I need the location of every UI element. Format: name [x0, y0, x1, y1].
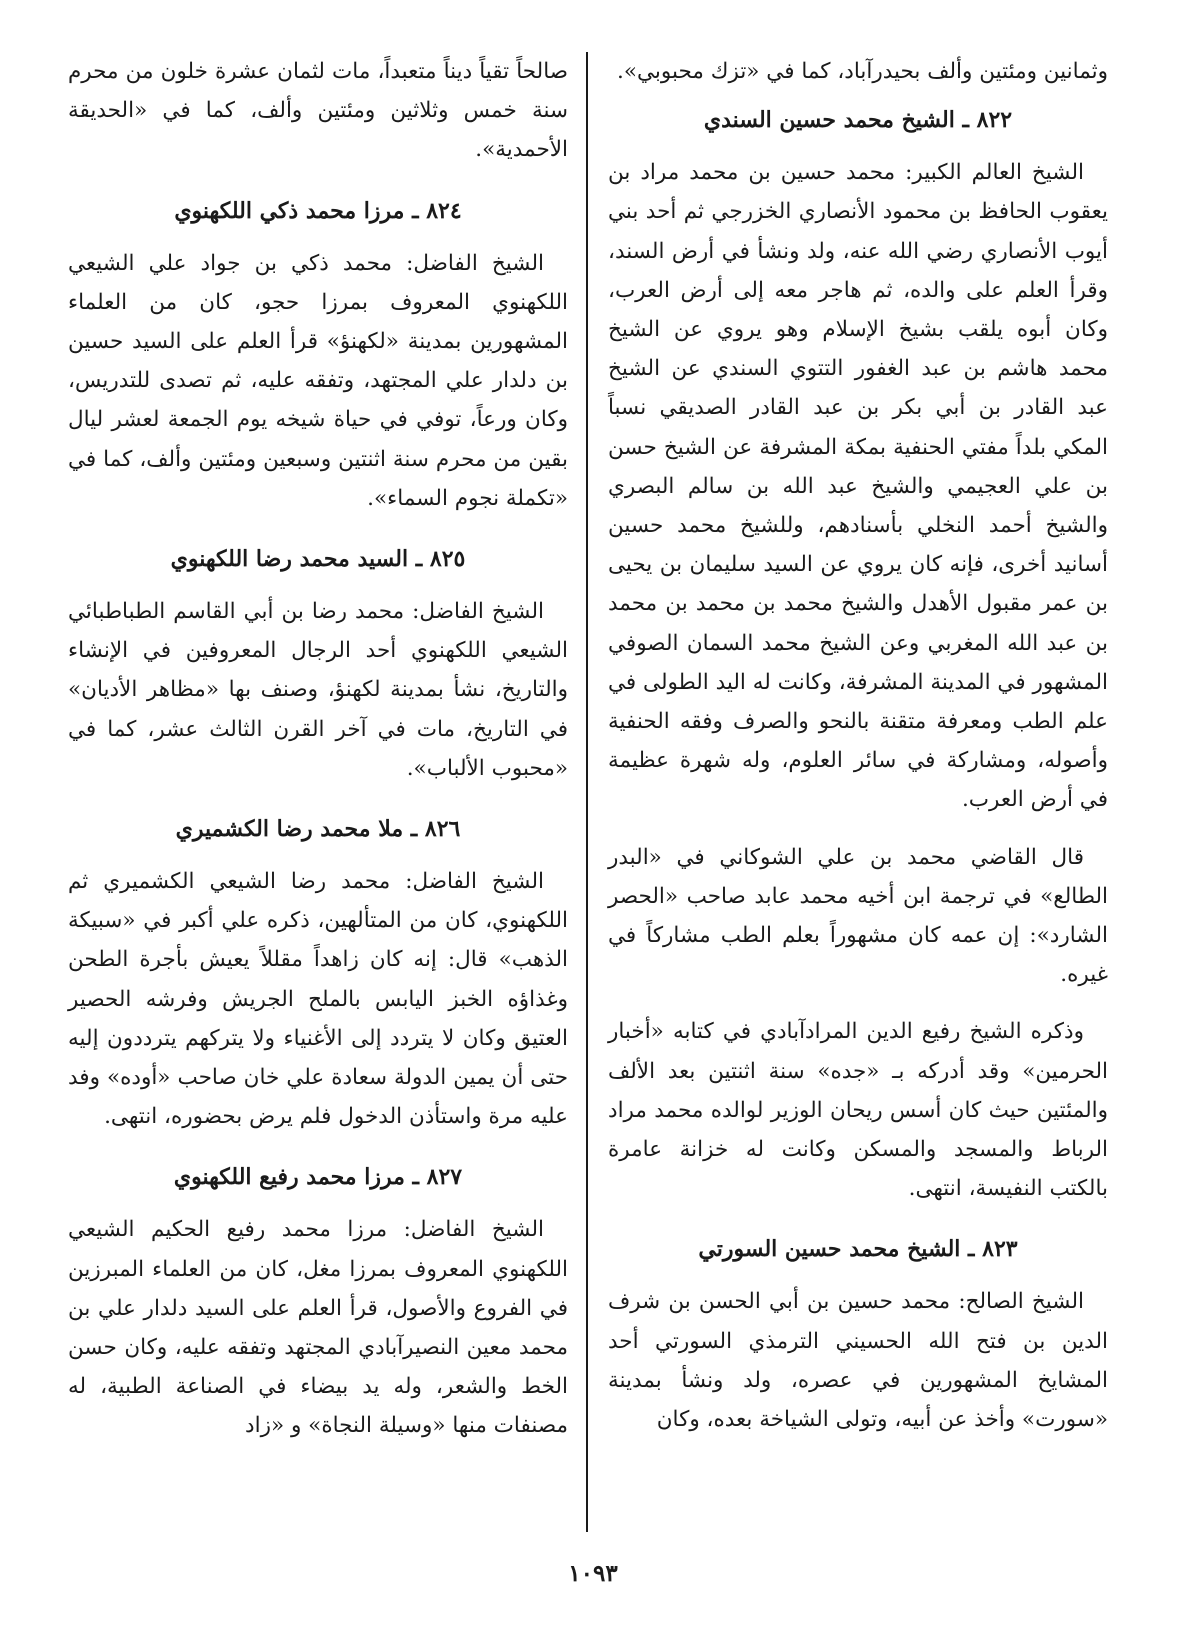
entry-827-paragraph: الشيخ الفاضل: مرزا محمد رفيع الحكيم الشيعي اللكهنوي المعروف بمرزا مغل، كان من العلماء المبرزين في الفروع والأصول، قرأ العلم على السيد دلدار علي بن محمد معين النصيرآبادي المجتهد وتفقه عليه، وكان حسن الخط والشعر، وله يد بيضاء في الصناعة الطبية، له مصنفات منها «وسيلة النجاة» و «زاد [68, 1217, 569, 1439]
entry-826-paragraph: الشيخ الفاضل: محمد رضا الشيعي الكشميري ثم اللكهنوي، كان من المتألهين، ذكره علي أكبر في «سبيكة الذهب» قال: إنه كان زاهداً مقللاً يعيش بأجرة الطحن وغذاؤه الخبز اليابس بالملح الجريش وفرشه الحصير العتيق وكان لا يتردد إلى الأغنياء ولا يتركهم يترددون إليه حتى أن يمين الدولة سعادة علي خان صاحب «أوده» وفد عليه مرة واستأذن الدخول فلم يرض بحضوره، انتهى. [68, 869, 568, 1130]
entry-822-paragraph-1: الشيخ العالم الكبير: محمد حسين بن محمد مراد بن يعقوب الحافظ بن محمود الأنصاري الخزرجي ثم أحد بني أيوب الأنصاري رضي الله عنه، ولد ونشأ في أرض السند، وقرأ العلم على والده، ثم هاجر معه إلى أرض العرب، وكان أبوه يلقب بشيخ الإسلام وهو يروي عن الشيخ محمد هاشم بن عبد الغفور التتوي السندي عن الشيخ عبد القادر بن أبي بكر بن عبد القادر الصديقي نسباً المكي بلداً مفتي الحنفية بمكة المشرفة عن الشيخ حسن بن علي العجيمي والشيخ عبد الله بن سالم البصري والشيخ أحمد النخلي بأسنادهم، وللشيخ محمد حسين أسانيد أخرى، فإنه كان يروي عن السيد سليمان بن يحيى بن عمر مقبول الأهدل والشيخ محمد بن محمد بن محمد بن عبد الله المغربي وعن الشيخ محمد السمان الصوفي المشهور في المدينة المشرفة، وكانت له اليد الطولى في علم الطب ومعرفة متقنة بالنحو والصرف وفقه الحنفية وأصوله، ومشاركة في سائر العلوم، وله شهرة عظيمة في أرض العرب. [608, 160, 1108, 813]
entry-824-paragraph: الشيخ الفاضل: محمد ذكي بن جواد علي الشيعي اللكهنوي المعروف بمرزا حجو، كان من العلماء المشهورين بمدينة «لكهنؤ» قرأ العلم على السيد حسين بن دلدار علي المجتهد، وتفقه عليه، ثم تصدى للتدريس، وكان ورعاً، توفي في حياة شيخه يوم الجمعة لعشر ليال بقين من محرم سنة اثنتين وسبعين ومئتين وألف، كما في «تكملة نجوم السماء». [68, 250, 568, 511]
column-divider [586, 52, 588, 1532]
entry-823-paragraph-1: الشيخ الصالح: محمد حسين بن أبي الحسن بن شرف الدين بن فتح الله الحسيني الترمذي السورتي أحد المشايخ المشهورين في عصره، ولد ونشأ بمدينة «سورت» وأخذ عن أبيه، وتولى الشياخة بعده، وكان [608, 1289, 1108, 1433]
entry-heading-824: ٨٢٤ ـ مرزا محمد ذكي اللكهنوي [174, 197, 462, 224]
entry-822-paragraph-3: وذكره الشيخ رفيع الدين المرادآبادي في كتابه «أخبار الحرمين» وقد أدركه بـ «جده» سنة اثنتين بعد الألف والمئتين حيث كان أسس ريحان الوزير لوالده محمد مراد الرباط والمسجد والمسكن وكانت له خزانة عامرة بالكتب النفيسة، انتهى. [608, 1019, 1108, 1202]
right-column [608, 52, 1108, 1439]
entry-823-paragraph-continued: صالحاً تقياً ديناً متعبداً، مات لثمان عشرة خلون من محرم سنة خمس وثلاثين ومئتين وألف، كما في «الحديقة الأحمدية». [68, 59, 569, 163]
entry-heading-823: ٨٢٣ ـ الشيخ محمد حسين السورتي [698, 1236, 1018, 1263]
page-number: ١٠٩٣ [568, 1560, 618, 1587]
entry-heading-827: ٨٢٧ ـ مرزا محمد رفيع اللكهنوي [173, 1164, 463, 1191]
paragraph-continued-from-previous-page: وثمانين ومئتين وألف بحيدرآباد، كما في «تزك محبوبي». [617, 59, 1108, 84]
entry-heading-825: ٨٢٥ ـ السيد محمد رضا اللكهنوي [170, 546, 466, 573]
entry-825-paragraph: الشيخ الفاضل: محمد رضا بن أبي القاسم الطباطبائي الشيعي اللكهنوي أحد الرجال المعروفين في الإنشاء والتاريخ، نشأ بمدينة لكهنؤ، وصنف بها «مظاهر الأديان» في التاريخ، مات في آخر القرن الثالث عشر، كما في «محبوب الألباب». [68, 599, 568, 781]
entry-822-paragraph-2: قال القاضي محمد بن علي الشوكاني في «البدر الطالع» في ترجمة ابن أخيه محمد عابد صاحب «الحصر الشارد»: إن عمه كان مشهوراً بعلم الطب مشاركاً في غيره. [608, 844, 1108, 988]
entry-heading-822: ٨٢٢ ـ الشيخ محمد حسين السندي [703, 107, 1013, 134]
left-column [68, 52, 568, 1446]
entry-heading-826: ٨٢٦ ـ ملا محمد رضا الكشميري [175, 816, 461, 843]
